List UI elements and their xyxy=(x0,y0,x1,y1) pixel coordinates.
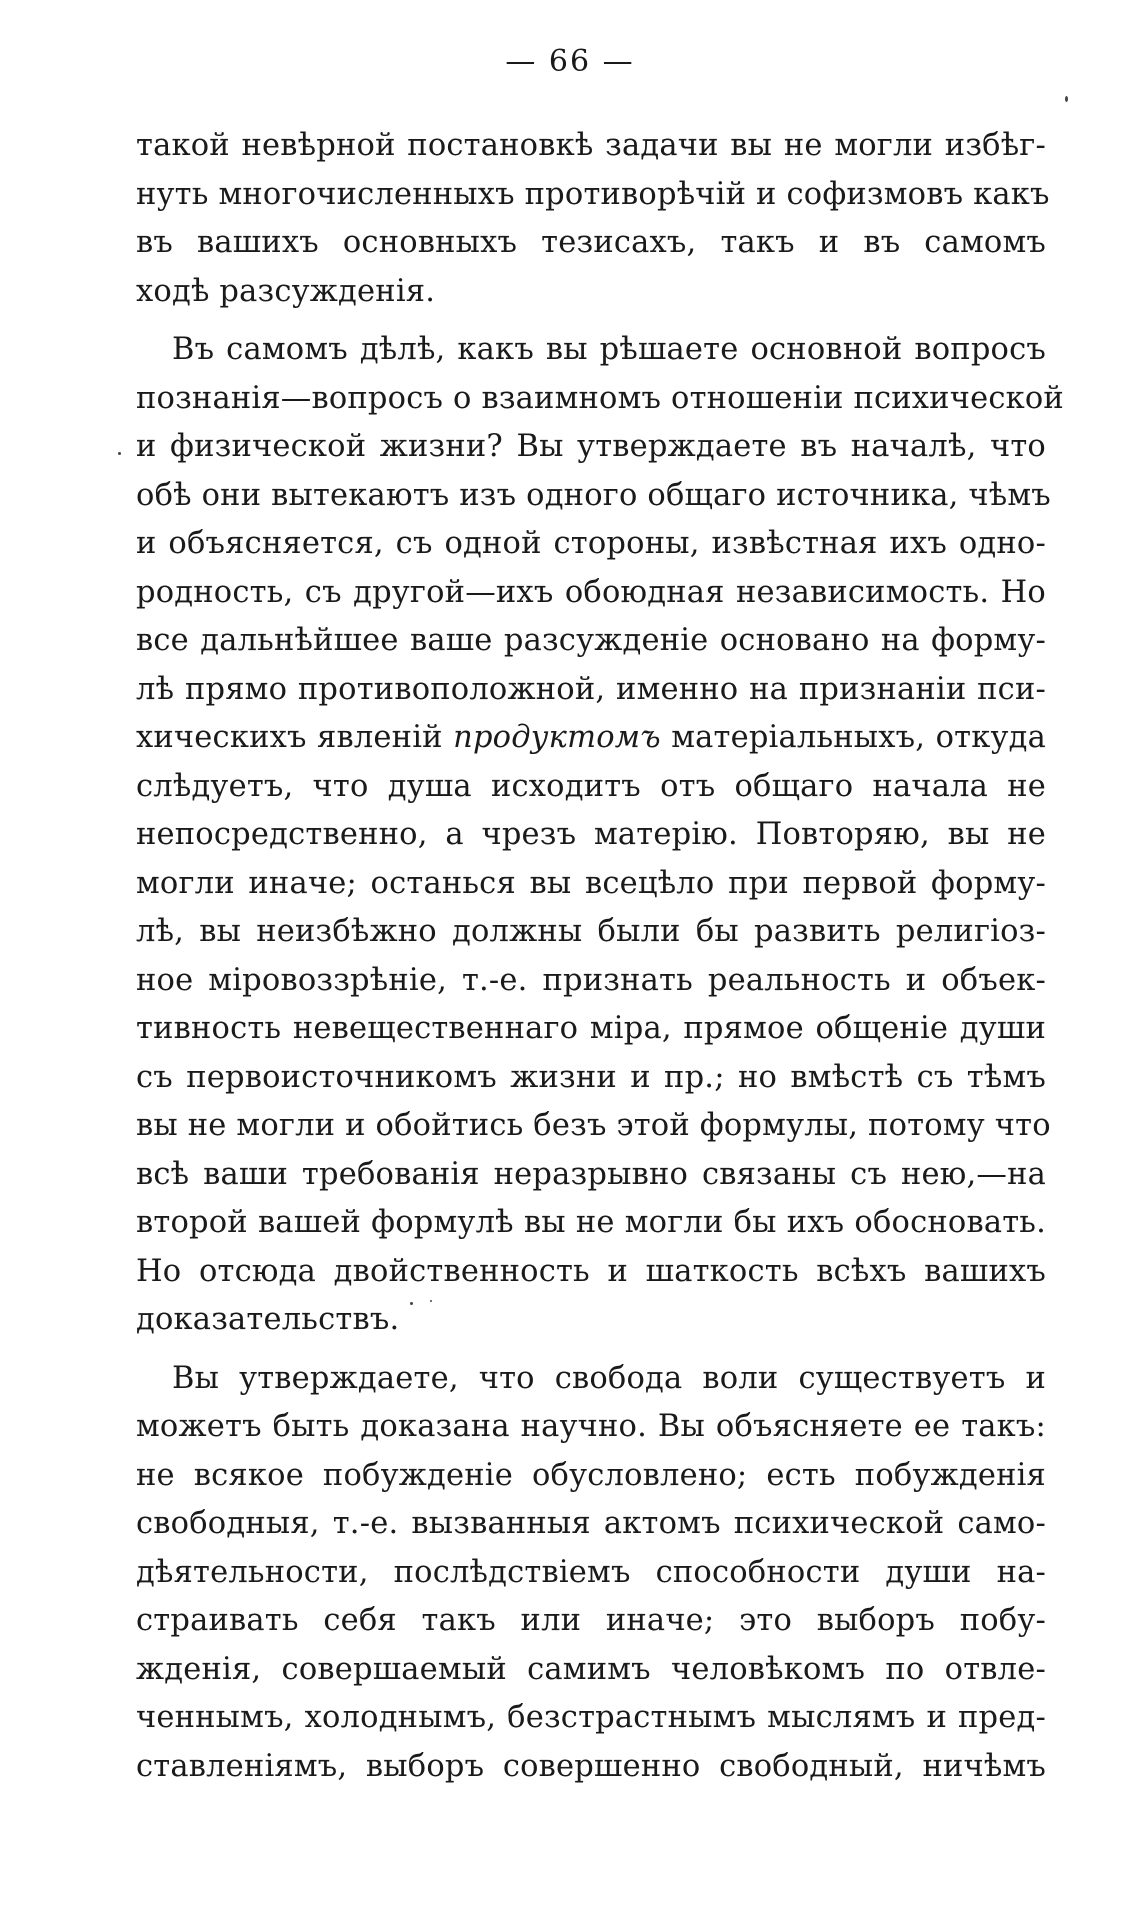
text-line: познанія—вопросъ о взаимномъ отношеніи психической xyxy=(136,380,1064,416)
text-line: всѣ ваши требованія неразрывно связаны съ нею,—на xyxy=(136,1156,1046,1192)
text-line: слѣдуетъ, что душа исходитъ отъ общаго начала не xyxy=(136,768,1046,804)
text-line: ное міровоззрѣніе, т.-е. признать реальность и объек- xyxy=(136,962,1046,998)
text-line: ставленіямъ, выборъ совершенно свободный, ничѣмъ xyxy=(136,1748,1046,1784)
text-line-with-italic xyxy=(136,714,1046,763)
text-line: Вы утверждаете, что свобода воли существуетъ и xyxy=(172,1360,1046,1396)
paragraph-2 xyxy=(136,326,1064,1345)
text-line: тивность невещественнаго міра, прямое общеніе души xyxy=(136,1011,1046,1046)
text-line: не всякое побужденіе обусловлено; есть побужденія xyxy=(136,1457,1046,1493)
text-line: обѣ они вытекаютъ изъ одного общаго источника, чѣмъ xyxy=(136,477,1051,513)
text-line: страивать себя такъ или иначе; это выборъ побу- xyxy=(136,1603,1046,1638)
text-line: Въ самомъ дѣлѣ, какъ вы рѣшаете основной вопросъ xyxy=(172,332,1046,367)
text-line: ходѣ разсужденія. xyxy=(136,273,436,309)
paragraph-3 xyxy=(136,1355,1046,1792)
text-line: вы не могли и обойтись безъ этой формулы, потому что xyxy=(136,1108,1051,1143)
text-line: родность, съ другой—ихъ обоюдная независимость. Но xyxy=(136,574,1046,610)
text-line: непосредственно, а чрезъ матерію. Повторяю, вы не xyxy=(136,817,1046,852)
text-line: нуть многочисленныхъ противорѣчій и софизмовъ какъ xyxy=(136,176,1050,212)
text-line: ченнымъ, холоднымъ, безстрастнымъ мыслямъ и пред- xyxy=(136,1700,1046,1735)
text-line: Но отсюда двойственность и шаткость всѣхъ вашихъ xyxy=(136,1253,1046,1289)
text-line: такой невѣрной постановкѣ задачи вы не могли избѣг- xyxy=(136,128,1046,163)
text-fragment: матеріальныхъ, откуда xyxy=(660,720,1046,755)
text-line: и объясняется, съ одной стороны, извѣстная ихъ одно- xyxy=(136,526,1046,561)
scan-speck xyxy=(410,1302,413,1305)
scan-speck xyxy=(430,1300,432,1302)
page-number: — 66 — xyxy=(505,44,635,79)
body-text xyxy=(136,122,1064,1791)
text-line: дѣятельности, послѣдствіемъ способности души на- xyxy=(136,1554,1046,1590)
text-fragment: хическихъ явленій xyxy=(136,720,454,755)
scan-speck xyxy=(118,452,121,455)
scan-speck xyxy=(1065,96,1068,102)
text-line: могли иначе; останься вы всецѣло при первой форму- xyxy=(136,865,1046,901)
text-line: можетъ быть доказана научно. Вы объясняете ее такъ: xyxy=(136,1409,1046,1444)
text-line: жденія, совершаемый самимъ человѣкомъ по отвле- xyxy=(136,1651,1046,1687)
text-line: свободныя, т.-е. вызванныя актомъ психической само- xyxy=(136,1506,1046,1541)
text-line: въ вашихъ основныхъ тезисахъ, такъ и въ самомъ xyxy=(136,225,1046,260)
text-line: и физической жизни? Вы утверждаете въ началѣ, что xyxy=(136,429,1046,464)
text-line: лѣ, вы неизбѣжно должны были бы развить религіоз- xyxy=(136,914,1046,949)
paragraph-1 xyxy=(136,122,1050,316)
text-line: лѣ прямо противоположной, именно на признаніи пси- xyxy=(136,671,1046,707)
text-line: съ первоисточникомъ жизни и пр.; но вмѣстѣ съ тѣмъ xyxy=(136,1059,1046,1095)
text-line: второй вашей формулѣ вы не могли бы ихъ обосновать. xyxy=(136,1205,1046,1240)
italic-word: продуктомъ xyxy=(453,720,661,755)
text-line: все дальнѣйшее ваше разсужденіе основано на форму- xyxy=(136,623,1046,658)
text-line: доказательствъ. xyxy=(136,1302,400,1337)
